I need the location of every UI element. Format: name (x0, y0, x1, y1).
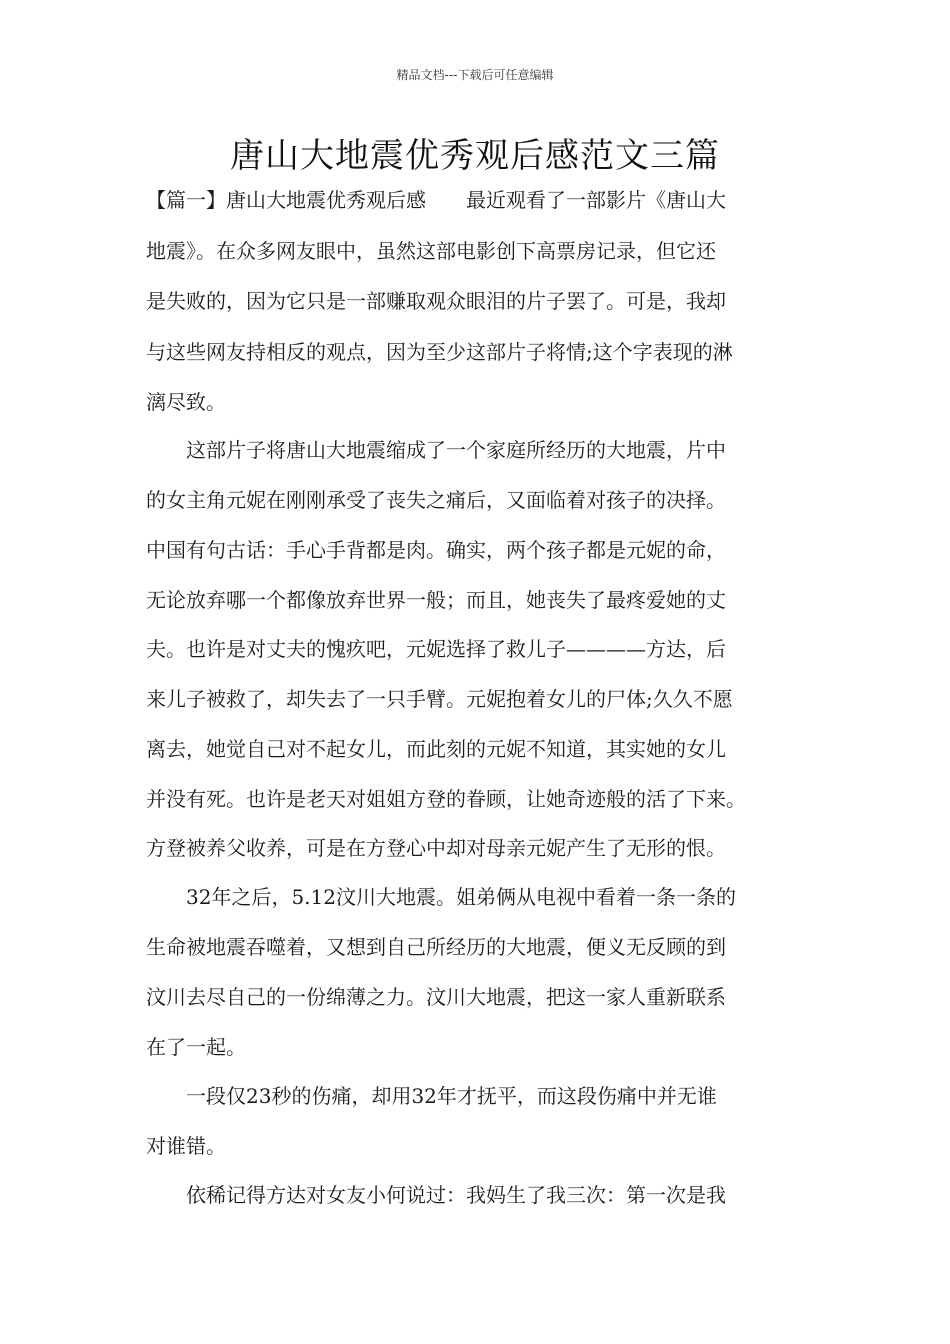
body-line: 生命被地震吞噬着，又想到自己所经历的大地震，便义无反顾的到 (146, 935, 726, 959)
body-line: 方登被养父收养，可是在方登心中却对母亲元妮产生了无形的恨。 (146, 836, 726, 860)
body-line: 一段仅23秒的伤痛，却用32年才抚平，而这段伤痛中并无谁 (146, 1084, 717, 1108)
body-line: 中国有句古话：手心手背都是肉。确实，两个孩子都是元妮的命， (146, 538, 726, 562)
body-line: 的女主角元妮在刚刚承受了丧失之痛后，又面临着对孩子的决择。 (146, 488, 726, 512)
body-line: 来儿子被救了，却失去了一只手臂。元妮抱着女儿的尸体;久久不愿 (146, 687, 733, 711)
header-note: 精品文档---下载后可任意编辑 (396, 68, 554, 82)
body-line: 32年之后，5.12汶川大地震。姐弟俩从电视中看着一条一条的 (146, 885, 736, 909)
body-line: 这部片子将唐山大地震缩成了一个家庭所经历的大地震，片中 (146, 438, 726, 462)
body-line: 夫。也许是对丈夫的愧疚吧，元妮选择了救儿子————方达，后 (146, 637, 726, 661)
body-line: 并没有死。也许是老天对姐姐方登的眷顾，让她奇迹般的活了下来。 (146, 787, 746, 811)
body-line: 【篇一】唐山大地震优秀观后感 最近观看了一部影片《唐山大 (146, 188, 726, 212)
body-line: 是失败的，因为它只是一部赚取观众眼泪的片子罢了。可是，我却 (146, 289, 726, 313)
body-line: 汶川去尽自己的一份绵薄之力。汶川大地震，把这一家人重新联系 (146, 985, 726, 1009)
body-line: 对谁错。 (146, 1134, 226, 1158)
body-line: 在了一起。 (146, 1035, 246, 1059)
body-line: 无论放弃哪一个都像放弃世界一般；而且，她丧失了最疼爱她的丈 (146, 588, 726, 612)
body-line: 与这些网友持相反的观点，因为至少这部片子将情;这个字表现的淋 (146, 340, 733, 364)
body-line: 依稀记得方达对女友小何说过：我妈生了我三次：第一次是我 (146, 1183, 726, 1207)
body-line: 地震》。在众多网友眼中，虽然这部电影创下高票房记录，但它还 (146, 239, 716, 263)
body-line: 漓尽致。 (146, 390, 226, 414)
document-title: 唐山大地震优秀观后感范文三篇 (230, 136, 720, 176)
body-line: 离去，她觉自己对不起女儿，而此刻的元妮不知道，其实她的女儿 (146, 737, 726, 761)
